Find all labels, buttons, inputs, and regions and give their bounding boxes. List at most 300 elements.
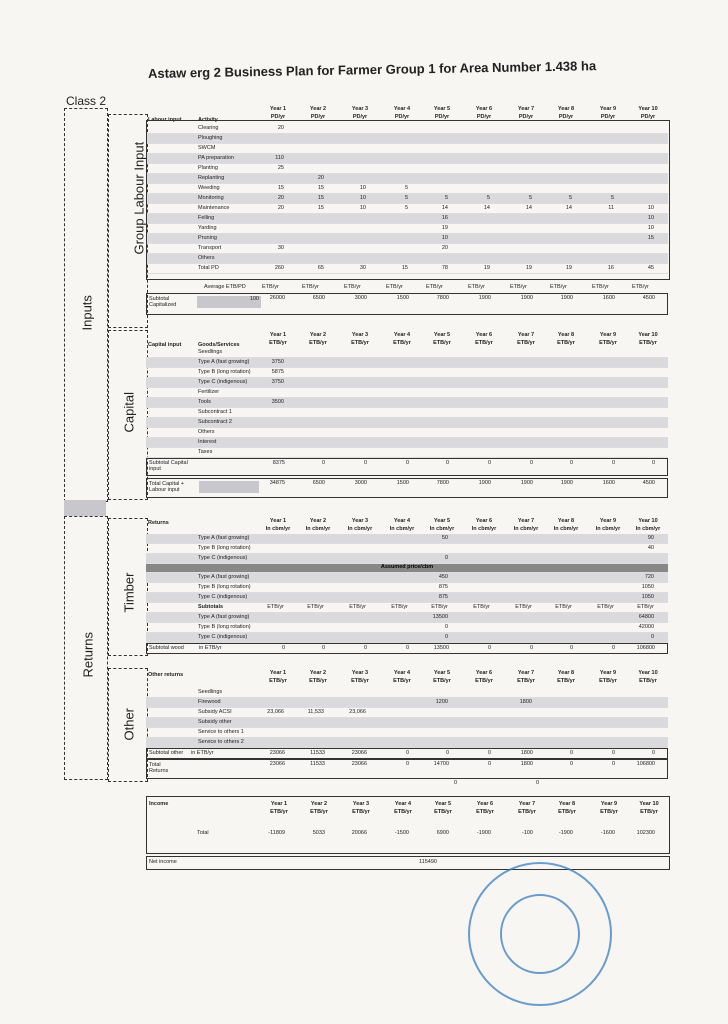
- labour-year-10: Year 10: [638, 106, 658, 112]
- other-row: [146, 708, 668, 718]
- labour-activity-label: Yarding: [198, 225, 217, 231]
- labour-cell-y1: 20: [277, 205, 284, 211]
- net-income-value: 115490: [419, 859, 437, 865]
- timber-unit-7: In cbm/yr: [513, 526, 539, 532]
- capital-item-label: Type B (long rotation): [198, 369, 251, 375]
- timber-unit-10: In cbm/yr: [635, 526, 661, 532]
- labour-year-6: Year 6: [475, 106, 493, 112]
- timber-year-9: Year 9: [599, 518, 617, 524]
- income-y8: -1900: [558, 830, 573, 836]
- avg-unit-4: ETB/yr: [386, 284, 403, 290]
- assumed-price-label: Assumed price/cbm: [380, 564, 434, 570]
- capital-item-value: 3500: [271, 399, 284, 405]
- capital-total-y9: 1600: [602, 480, 615, 486]
- labour-year-5: Year 5: [433, 106, 451, 112]
- capital-total-y8: 1900: [560, 480, 573, 486]
- capital-row: [146, 398, 668, 408]
- other-subtotal-y9: 0: [611, 750, 615, 756]
- labour-cell-y4: 5: [404, 185, 408, 191]
- timber-cbm-y10: 40: [647, 545, 654, 551]
- labour-cell-y6: 14: [483, 205, 490, 211]
- capital-total-y7: 1900: [520, 480, 533, 486]
- other-row: [146, 698, 668, 708]
- labour-cell-y6: 19: [483, 265, 490, 271]
- total-returns-row: [146, 759, 668, 779]
- labour-cell-y2: 15: [317, 185, 324, 191]
- income-year-10: Year 10: [639, 801, 659, 807]
- other-subtotal-y2: 11533: [310, 750, 325, 756]
- labour-cell-y6: 5: [486, 195, 490, 201]
- subtotal-wood-y3: 0: [363, 645, 367, 651]
- timber-year-10: Year 10: [638, 518, 658, 524]
- other-subtotal-y1: 23066: [269, 750, 285, 756]
- assumed-price-row: [146, 564, 668, 573]
- timber-etb-y5: 0: [444, 624, 448, 630]
- labour-cell-y5: 19: [441, 225, 448, 231]
- other-cell-y7: 1800: [519, 699, 532, 705]
- timber-price-y5: 875: [438, 584, 448, 590]
- labour-year-3: Year 3: [351, 106, 369, 112]
- other-year-10: Year 10: [638, 670, 658, 676]
- capital-header: [146, 330, 668, 348]
- labour-cell-y2: 15: [317, 195, 324, 201]
- other-cell-y5: 1200: [435, 699, 448, 705]
- timber-label: Timber: [121, 572, 137, 613]
- income-y5: 6900: [436, 830, 449, 836]
- page-title: Astaw erg 2 Business Plan for Farmer Group 1 for Area Number 1.438 ha: [147, 58, 597, 81]
- other-subtotal-unit: in ETB/yr: [191, 750, 214, 756]
- capital-item-label: Seedlings: [198, 349, 223, 355]
- labour-year-7: Year 7: [517, 106, 535, 112]
- timber-price-row: [146, 573, 668, 583]
- timber-unit-2: In cbm/yr: [305, 526, 331, 532]
- timber-etb-y5: 0: [444, 634, 448, 640]
- timber-subtotals-unit-7: ETB/yr: [515, 604, 532, 610]
- income-year-6: Year 6: [476, 801, 494, 807]
- labour-cell-y1: 20: [277, 195, 284, 201]
- timber-subtotals-row: [146, 603, 668, 613]
- capital-item-label: Fertilizer: [198, 389, 220, 395]
- labour-subtotal-block: [146, 284, 668, 315]
- returns-label: Returns: [80, 631, 96, 678]
- labour-cell-y1: 20: [277, 125, 284, 131]
- labour-activity-label: SWCM: [198, 145, 216, 151]
- subtotal-wood-y4: 0: [405, 645, 409, 651]
- class-label: Class 2: [66, 94, 107, 108]
- capital-total-y5: 7800: [436, 480, 449, 486]
- labour-subtotal-y1: 26000: [269, 295, 285, 301]
- labour-activity-label: Planting: [198, 165, 218, 171]
- avg-unit-2: ETB/yr: [302, 284, 319, 290]
- labour-cell-y4: 5: [404, 195, 408, 201]
- timber-year-2: Year 2: [309, 518, 327, 524]
- income-unit-3: ETB/yr: [352, 809, 370, 815]
- other-table: [146, 668, 668, 788]
- income-unit-7: ETB/yr: [518, 809, 536, 815]
- other-year-6: Year 6: [475, 670, 493, 676]
- other-subtotal-y5: 0: [445, 750, 449, 756]
- other-row: [146, 718, 668, 728]
- labour-unit-5: PD/yr: [434, 114, 450, 120]
- avg-unit-9: ETB/yr: [592, 284, 609, 290]
- avg-value: 100: [197, 296, 261, 308]
- other-unit-7: ETB/yr: [517, 678, 535, 684]
- capital-total-y6: 1900: [478, 480, 491, 486]
- labour-activity-label: Transport: [198, 245, 222, 251]
- extra-zero-row: [146, 779, 668, 788]
- extra-zero-y7: 0: [536, 780, 540, 786]
- income-unit-9: ETB/yr: [600, 809, 618, 815]
- timber-price-label: Type B (long rotation): [198, 584, 251, 590]
- other-year-5: Year 5: [433, 670, 451, 676]
- other-unit-9: ETB/yr: [599, 678, 617, 684]
- timber-price-y5: 450: [438, 574, 448, 580]
- timber-etb-label: Type C (indigenous): [198, 634, 248, 640]
- capital-item-label: Taxes: [198, 449, 213, 455]
- other-cell-y3: 23,066: [349, 709, 366, 715]
- net-income-row: [146, 856, 670, 870]
- timber-price-label: Type C (indigenous): [198, 594, 248, 600]
- labour-activity-label: Total PD: [198, 265, 219, 271]
- income-y9: -1600: [600, 830, 615, 836]
- other-unit-8: ETB/yr: [557, 678, 575, 684]
- other-unit-4: ETB/yr: [393, 678, 411, 684]
- extra-zero-y5: 0: [454, 780, 458, 786]
- labour-subtotal-y5: 7800: [436, 295, 449, 301]
- timber-cbm-label: Type C (indigenous): [198, 555, 248, 561]
- total-returns-label: Total Returns: [149, 762, 169, 774]
- timber-price-y5: 875: [438, 594, 448, 600]
- labour-subtotal-y7: 1900: [520, 295, 533, 301]
- labour-cell-y10: 10: [647, 225, 654, 231]
- capital-subtotal-y5: 0: [445, 460, 449, 466]
- other-unit-10: ETB/yr: [639, 678, 657, 684]
- labour-subtotal-y9: 1600: [602, 295, 615, 301]
- income-year-3: Year 3: [352, 801, 370, 807]
- capital-subtotal-y9: 0: [611, 460, 615, 466]
- labour-subtotal-y3: 3000: [354, 295, 367, 301]
- labour-cell-y8: 5: [568, 195, 572, 201]
- other-subtotal-y10: 0: [651, 750, 655, 756]
- official-stamp: [468, 862, 612, 1006]
- timber-subtotals-unit-9: ETB/yr: [597, 604, 614, 610]
- labour-cell-y3: 10: [359, 185, 366, 191]
- labour-unit-2: PD/yr: [310, 114, 326, 120]
- labour-cell-y5: 14: [441, 205, 448, 211]
- other-item-label: Seedlings: [198, 689, 223, 695]
- timber-year-1: Year 1: [269, 518, 287, 524]
- subtotals-label: Subtotals: [198, 604, 224, 610]
- capital-subtotal-y7: 0: [529, 460, 533, 466]
- timber-year-4: Year 4: [393, 518, 411, 524]
- timber-price-row: [146, 593, 668, 603]
- total-returns-y9: 0: [611, 761, 615, 767]
- income-unit-1: ETB/yr: [270, 809, 288, 815]
- capital-subtotal-y3: 0: [363, 460, 367, 466]
- labour-activity-label: Ploughing: [198, 135, 223, 141]
- capital-subtotal-y1: 8375: [272, 460, 285, 466]
- income-total-label: Total: [197, 830, 209, 836]
- capital-year-1: Year 1: [269, 332, 287, 338]
- timber-cbm-y5: 0: [444, 555, 448, 561]
- subtotal-wood-y2: 0: [321, 645, 325, 651]
- total-returns-y2: 11533: [310, 761, 325, 767]
- labour-cell-y5: 78: [441, 265, 448, 271]
- other-unit-6: ETB/yr: [475, 678, 493, 684]
- other-item-label: Service to others 2: [198, 739, 244, 745]
- timber-price-y10: 720: [644, 574, 654, 580]
- capital-year-10: Year 10: [638, 332, 658, 338]
- other-row: [146, 688, 668, 698]
- capital-input-header: Capital input: [148, 342, 182, 348]
- labour-activity-label: Pruning: [198, 235, 217, 241]
- other-label: Other: [121, 707, 137, 741]
- income-unit-8: ETB/yr: [558, 809, 576, 815]
- income-y2: 5033: [312, 830, 325, 836]
- labour-cell-y1: 110: [275, 155, 284, 161]
- labour-activity-label: Weeding: [198, 185, 220, 191]
- capital-year-3: Year 3: [351, 332, 369, 338]
- labour-activity-label: PA preparation: [198, 155, 234, 161]
- capital-total-y3: 3000: [354, 480, 367, 486]
- capital-year-4: Year 4: [393, 332, 411, 338]
- subtotal-wood-y7: 0: [529, 645, 533, 651]
- timber-price-label: Type A (fast growing): [198, 574, 250, 580]
- capital-item-label: Interest: [198, 439, 217, 445]
- capital-item-label: Subcontract 1: [198, 409, 232, 415]
- income-unit-4: ETB/yr: [394, 809, 412, 815]
- labour-subtotal-y6: 1900: [478, 295, 491, 301]
- avg-unit-7: ETB/yr: [510, 284, 527, 290]
- labour-activity-label: Felling: [198, 215, 215, 221]
- avg-unit-6: ETB/yr: [468, 284, 485, 290]
- timber-cbm-row: [146, 544, 668, 554]
- avg-unit-8: ETB/yr: [550, 284, 567, 290]
- other-subtotal-y3: 23066: [351, 750, 367, 756]
- labour-cell-y5: 16: [441, 215, 448, 221]
- capital-total-label: Total Capital + Labour input: [149, 481, 185, 493]
- subtotal-wood-y10: 106800: [636, 645, 655, 651]
- labour-subtotal-y2: 6500: [312, 295, 325, 301]
- avg-row: [146, 284, 668, 293]
- timber-year-5: Year 5: [433, 518, 451, 524]
- other-unit-1: ETB/yr: [269, 678, 287, 684]
- capital-unit-7: ETB/yr: [517, 340, 535, 346]
- income-year-7: Year 7: [518, 801, 536, 807]
- total-returns-y3: 23066: [351, 761, 367, 767]
- income-year-8: Year 8: [558, 801, 576, 807]
- timber-subtotals-unit-1: ETB/yr: [267, 604, 284, 610]
- goods-header: Goods/Services: [198, 342, 240, 348]
- capital-year-9: Year 9: [599, 332, 617, 338]
- inputs-label: Inputs: [79, 295, 95, 331]
- timber-table: [146, 516, 668, 654]
- other-year-7: Year 7: [517, 670, 535, 676]
- timber-subtotals-unit-10: ETB/yr: [637, 604, 654, 610]
- labour-cell-y4: 15: [401, 265, 408, 271]
- capital-item-value: 3750: [271, 359, 284, 365]
- subtotal-wood-y8: 0: [569, 645, 573, 651]
- labour-activity-label: Clearing: [198, 125, 219, 131]
- capital-total-row: [146, 478, 668, 498]
- income-y4: -1500: [394, 830, 409, 836]
- capital-year-5: Year 5: [433, 332, 451, 338]
- other-item-label: Subsidy ACSI: [198, 709, 232, 715]
- labour-cell-y2: 20: [317, 175, 324, 181]
- timber-year-3: Year 3: [351, 518, 369, 524]
- labour-cell-y3: 10: [359, 205, 366, 211]
- capital-total-shade: [199, 481, 259, 493]
- other-subtotal-label: Subtotal other: [149, 750, 184, 756]
- total-returns-y7: 1800: [520, 761, 533, 767]
- avg-unit-10: ETB/yr: [632, 284, 649, 290]
- labour-cell-y4: 5: [404, 205, 408, 211]
- labour-unit-10: PD/yr: [640, 114, 656, 120]
- capital-item-label: Others: [198, 429, 215, 435]
- returns-header: Returns: [148, 520, 169, 526]
- timber-year-7: Year 7: [517, 518, 535, 524]
- capital-subtotal-label: Subtotal Capital input: [149, 460, 188, 472]
- labour-cell-y9: 5: [610, 195, 614, 201]
- timber-unit-6: In cbm/yr: [471, 526, 497, 532]
- timber-unit-5: In cbm/yr: [429, 526, 455, 532]
- timber-etb-y5: 13500: [432, 614, 448, 620]
- timber-cbm-row: [146, 534, 668, 544]
- labour-subtotal-y8: 1900: [560, 295, 573, 301]
- income-unit-2: ETB/yr: [310, 809, 328, 815]
- labour-unit-8: PD/yr: [558, 114, 574, 120]
- income-year-4: Year 4: [394, 801, 412, 807]
- capital-row: [146, 448, 668, 458]
- labour-activity-label: Maintenance: [198, 205, 230, 211]
- timber-price-y10: 1050: [641, 594, 654, 600]
- other-year-4: Year 4: [393, 670, 411, 676]
- income-y1: -11809: [268, 830, 285, 836]
- capital-unit-10: ETB/yr: [639, 340, 657, 346]
- capital-unit-3: ETB/yr: [351, 340, 369, 346]
- timber-etb-row: [146, 623, 668, 633]
- capital-unit-8: ETB/yr: [557, 340, 575, 346]
- labour-activity-label: Replanting: [198, 175, 225, 181]
- capital-row: [146, 358, 668, 368]
- labour-cell-y8: 14: [565, 205, 572, 211]
- labour-unit-3: PD/yr: [352, 114, 368, 120]
- avg-unit-5: ETB/yr: [426, 284, 443, 290]
- group-labour-label: Group Labour Input: [131, 141, 147, 255]
- capital-item-label: Type A (fast growing): [198, 359, 250, 365]
- total-returns-y4: 0: [405, 761, 409, 767]
- income-year-2: Year 2: [310, 801, 328, 807]
- capital-subtotal-y8: 0: [569, 460, 573, 466]
- timber-etb-row: [146, 613, 668, 623]
- subtotal-wood-row: [146, 643, 668, 654]
- labour-unit-4: PD/yr: [394, 114, 410, 120]
- timber-cbm-label: Type B (long rotation): [198, 545, 251, 551]
- labour-cell-y1: 25: [277, 165, 284, 171]
- timber-price-row: [146, 583, 668, 593]
- income-unit-5: ETB/yr: [434, 809, 452, 815]
- other-unit-3: ETB/yr: [351, 678, 369, 684]
- other-unit-5: ETB/yr: [433, 678, 451, 684]
- capital-year-8: Year 8: [557, 332, 575, 338]
- income-unit-10: ETB/yr: [640, 809, 658, 815]
- capital-total-y1: 34875: [269, 480, 285, 486]
- other-year-1: Year 1: [269, 670, 287, 676]
- labour-cell-y5: 10: [441, 235, 448, 241]
- other-year-9: Year 9: [599, 670, 617, 676]
- labour-cell-y10: 45: [647, 265, 654, 271]
- subtotal-capitalized-row: [146, 293, 668, 315]
- capital-label: Capital: [121, 392, 137, 433]
- capital-row: [146, 378, 668, 388]
- labour-cell-y10: 10: [647, 215, 654, 221]
- subtotal-wood-label: Subtotal wood: [149, 645, 184, 651]
- capital-item-value: 5875: [271, 369, 284, 375]
- other-cell-y2: 11,533: [307, 709, 324, 715]
- capital-row: [146, 428, 668, 438]
- labour-year-2: Year 2: [309, 106, 327, 112]
- timber-cbm-y5: 50: [441, 535, 448, 541]
- subtotal-wood-y5: 13500: [433, 645, 449, 651]
- labour-unit-1: PD/yr: [270, 114, 286, 120]
- labour-year-9: Year 9: [599, 106, 617, 112]
- other-item-label: Firewood: [198, 699, 221, 705]
- income-header: [147, 797, 669, 827]
- other-item-label: Service to others 1: [198, 729, 244, 735]
- timber-cbm-row: [146, 554, 668, 564]
- timber-subtotals-unit-3: ETB/yr: [349, 604, 366, 610]
- labour-year-4: Year 4: [393, 106, 411, 112]
- labour-year-8: Year 8: [557, 106, 575, 112]
- other-year-3: Year 3: [351, 670, 369, 676]
- other-subtotal-row: [146, 748, 668, 759]
- other-subtotal-y7: 1800: [520, 750, 533, 756]
- income-year-1: Year 1: [270, 801, 288, 807]
- labour-cell-y9: 16: [607, 265, 614, 271]
- timber-header: [146, 516, 668, 534]
- other-subtotal-y6: 0: [487, 750, 491, 756]
- other-item-label: Subsidy other: [198, 719, 232, 725]
- capital-row: [146, 408, 668, 418]
- labour-unit-7: PD/yr: [518, 114, 534, 120]
- income-unit-6: ETB/yr: [476, 809, 494, 815]
- activity-header: Activity: [198, 117, 218, 123]
- income-y3: 20066: [351, 830, 367, 836]
- capital-item-value: 3750: [271, 379, 284, 385]
- subtotal-wood-unit: in ETB/yr: [199, 645, 222, 651]
- other-header: [146, 668, 668, 688]
- timber-year-8: Year 8: [557, 518, 575, 524]
- capital-item-label: Subcontract 2: [198, 419, 232, 425]
- labour-activity-label: Others: [198, 255, 215, 261]
- timber-etb-label: Type A (fast growing): [198, 614, 250, 620]
- capital-unit-4: ETB/yr: [393, 340, 411, 346]
- income-year-5: Year 5: [434, 801, 452, 807]
- labour-cell-y1: 15: [277, 185, 284, 191]
- capital-item-label: Tools: [198, 399, 211, 405]
- timber-year-6: Year 6: [475, 518, 493, 524]
- capital-unit-1: ETB/yr: [269, 340, 287, 346]
- timber-unit-8: In cbm/yr: [553, 526, 579, 532]
- income-label: Income: [149, 801, 169, 807]
- timber-subtotals-unit-2: ETB/yr: [307, 604, 324, 610]
- total-returns-y8: 0: [569, 761, 573, 767]
- subtotal-wood-y9: 0: [611, 645, 615, 651]
- capital-row: [146, 348, 668, 358]
- timber-unit-3: In cbm/yr: [347, 526, 373, 532]
- income-year-9: Year 9: [600, 801, 618, 807]
- labour-cell-y5: 20: [441, 245, 448, 251]
